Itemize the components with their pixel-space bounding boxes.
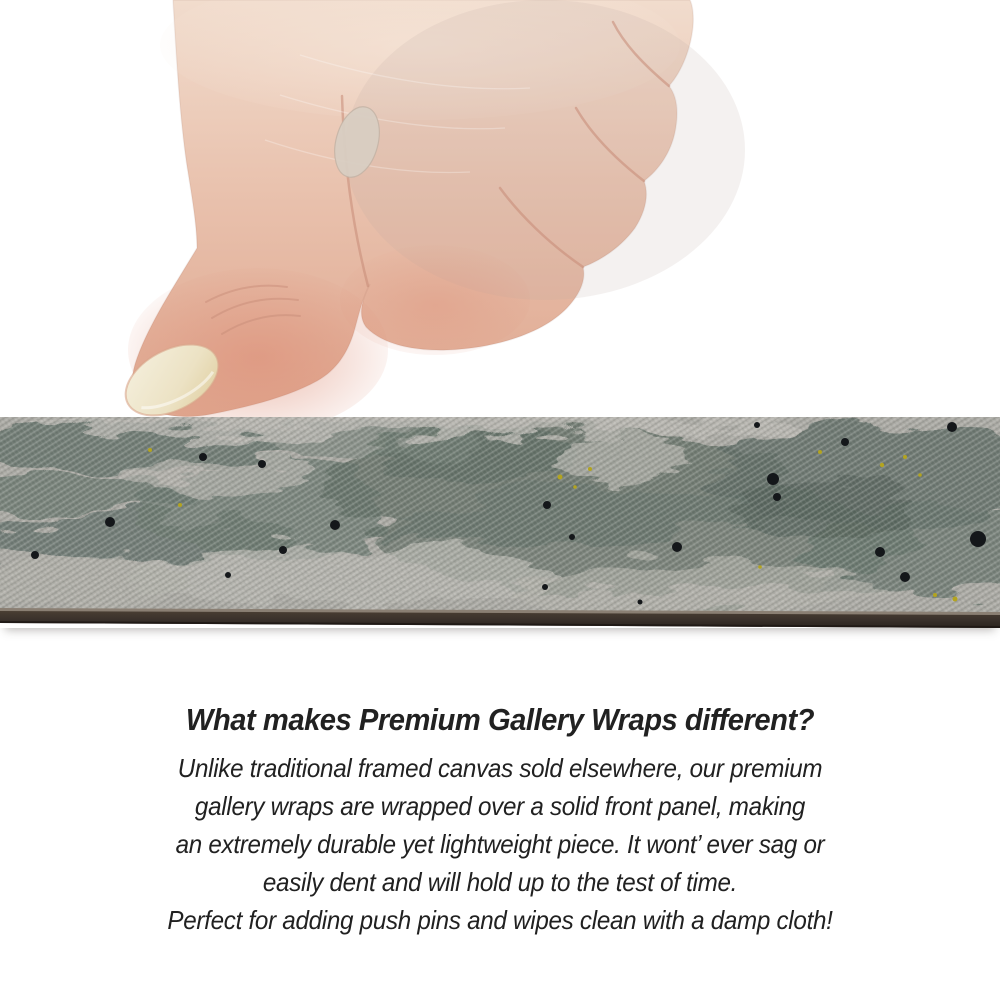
canvas-texture [0,417,1000,628]
fabric-grain [0,417,1000,613]
info-line-3: an extremely durable yet lightweight piece. It wont’ ever sag or [175,829,825,859]
info-line-4: easily dent and will hold up to the test of time. [262,867,738,897]
info-heading: What makes Premium Gallery Wraps different? [185,702,815,737]
canvas-edge-photo [0,417,1000,628]
info-line-1: Unlike traditional framed canvas sold elsewhere, our premium [177,753,823,783]
info-line-2: gallery wraps are wrapped over a solid front panel, making [194,791,806,821]
info-line-5: Perfect for adding push pins and wipes clean with a damp cloth! [167,905,833,935]
fingertip-redness [340,245,530,355]
hand-photo [0,0,1000,420]
info-section [0,698,1000,939]
